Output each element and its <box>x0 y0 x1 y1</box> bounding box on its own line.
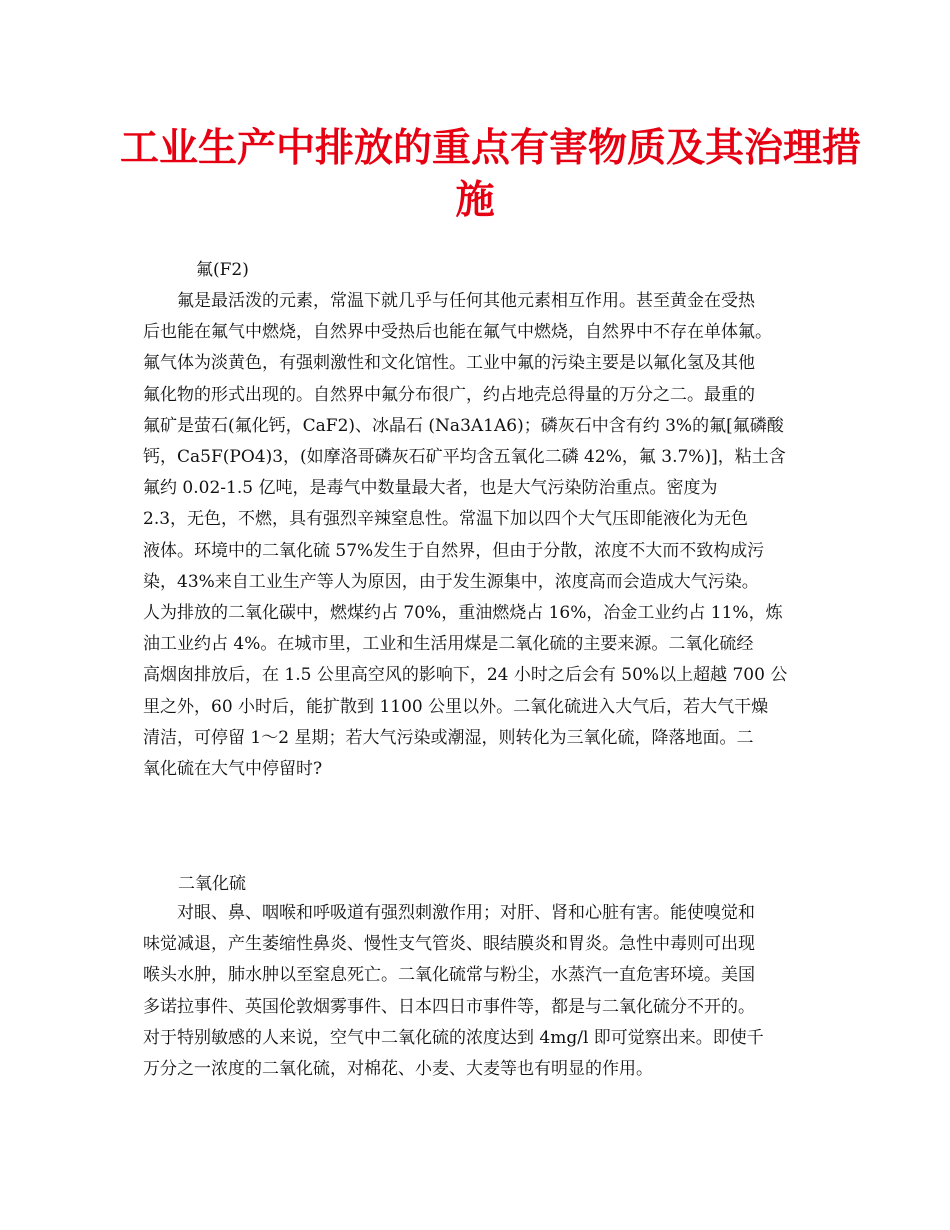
paragraph-line: 氟矿是萤石(氟化钙，CaF2)、冰晶石 (Na3A1A6)；磷灰石中含有约 3%的氟[氟磷酸 <box>143 415 784 436</box>
section-heading-sulfur-dioxide: 二氧化硫 <box>178 874 246 894</box>
paragraph-line: 人为排放的二氧化碳中，燃煤约占 70%，重油燃烧占 16%，冶金工业约占 11%，炼 <box>143 603 783 624</box>
paragraph-line: 味觉减退，产生萎缩性鼻炎、慢性支气管炎、眼结膜炎和胃炎。急性中毒则可出现 <box>143 934 755 955</box>
paragraph-line: 清洁，可停留 1～2 星期；若大气污染或潮湿，则转化为三氧化硫，降落地面。二 <box>143 727 754 748</box>
section-heading-fluorine: 氟(F2) <box>196 260 249 280</box>
paragraph-line: 2.3，无色，不燃，具有强烈辛辣窒息性。常温下加以四个大气压即能液化为无色 <box>143 509 749 530</box>
paragraph-line: 染，43%来自工业生产等人为原因，由于发生源集中，浓度高而会造成大气污染。 <box>143 571 759 592</box>
paragraph-line: 氟是最活泼的元素，常温下就几乎与任何其他元素相互作用。甚至黄金在受热 <box>177 291 755 311</box>
paragraph-line: 喉头水肿，肺水肿以至窒息死亡。二氧化硫常与粉尘，水蒸汽一直危害环境。美国 <box>143 965 755 986</box>
title-line-1: 工业生产中排放的重点有害物质及其治理措 <box>120 125 862 171</box>
title-line-2: 施 <box>455 177 495 223</box>
paragraph-line: 里之外，60 小时后，能扩散到 1100 公里以外。二氧化硫进入大气后，若大气干燥 <box>143 696 769 717</box>
paragraph-fluorine <box>143 286 813 785</box>
page-title <box>120 122 862 226</box>
paragraph-line: 万分之一浓度的二氧化硫，对棉花、小麦、大麦等也有明显的作用。 <box>143 1059 653 1080</box>
paragraph-line: 对眼、鼻、咽喉和呼吸道有强烈刺激作用；对肝、肾和心脏有害。能使嗅觉和 <box>177 903 755 923</box>
paragraph-line: 钙，Ca5F(PO4)3，(如摩洛哥磷灰石矿平均含五氧化二磷 42%，氟 3.7%)]，粘土含 <box>143 447 786 468</box>
paragraph-line: 氟气体为淡黄色，有强刺激性和文化馆性。工业中氟的污染主要是以氟化氢及其他 <box>143 353 755 374</box>
paragraph-line: 氟化物的形式出现的。自然界中氟分布很广，约占地壳总得量的万分之二。最重的 <box>143 384 755 405</box>
paragraph-line: 氟约 0.02-1.5 亿吨，是毒气中数量最大者，也是大气污染防治重点。密度为 <box>143 478 718 499</box>
paragraph-line: 液体。环境中的二氧化硫 57%发生于自然界，但由于分散，浓度不大而不致构成污 <box>143 540 765 561</box>
paragraph-line: 油工业约占 4%。在城市里，工业和生活用煤是二氧化硫的主要来源。二氧化硫经 <box>143 634 754 655</box>
paragraph-line: 氧化硫在大气中停留时? <box>143 759 323 780</box>
paragraph-line: 后也能在氟气中燃烧，自然界中受热后也能在氟气中燃烧，自然界中不存在单体氟。 <box>143 322 772 343</box>
paragraph-line: 高烟囱排放后，在 1.5 公里高空风的影响下，24 小时之后会有 50%以上超越 700 公 <box>143 665 788 686</box>
paragraph-line: 对于特别敏感的人来说，空气中二氧化硫的浓度达到 4mg/l 即可觉察出来。即使千 <box>143 1027 764 1048</box>
paragraph-line: 多诺拉事件、英国伦敦烟雾事件、日本四日市事件等，都是与二氧化硫分不开的。 <box>143 996 755 1017</box>
paragraph-sulfur-dioxide <box>143 898 813 1085</box>
